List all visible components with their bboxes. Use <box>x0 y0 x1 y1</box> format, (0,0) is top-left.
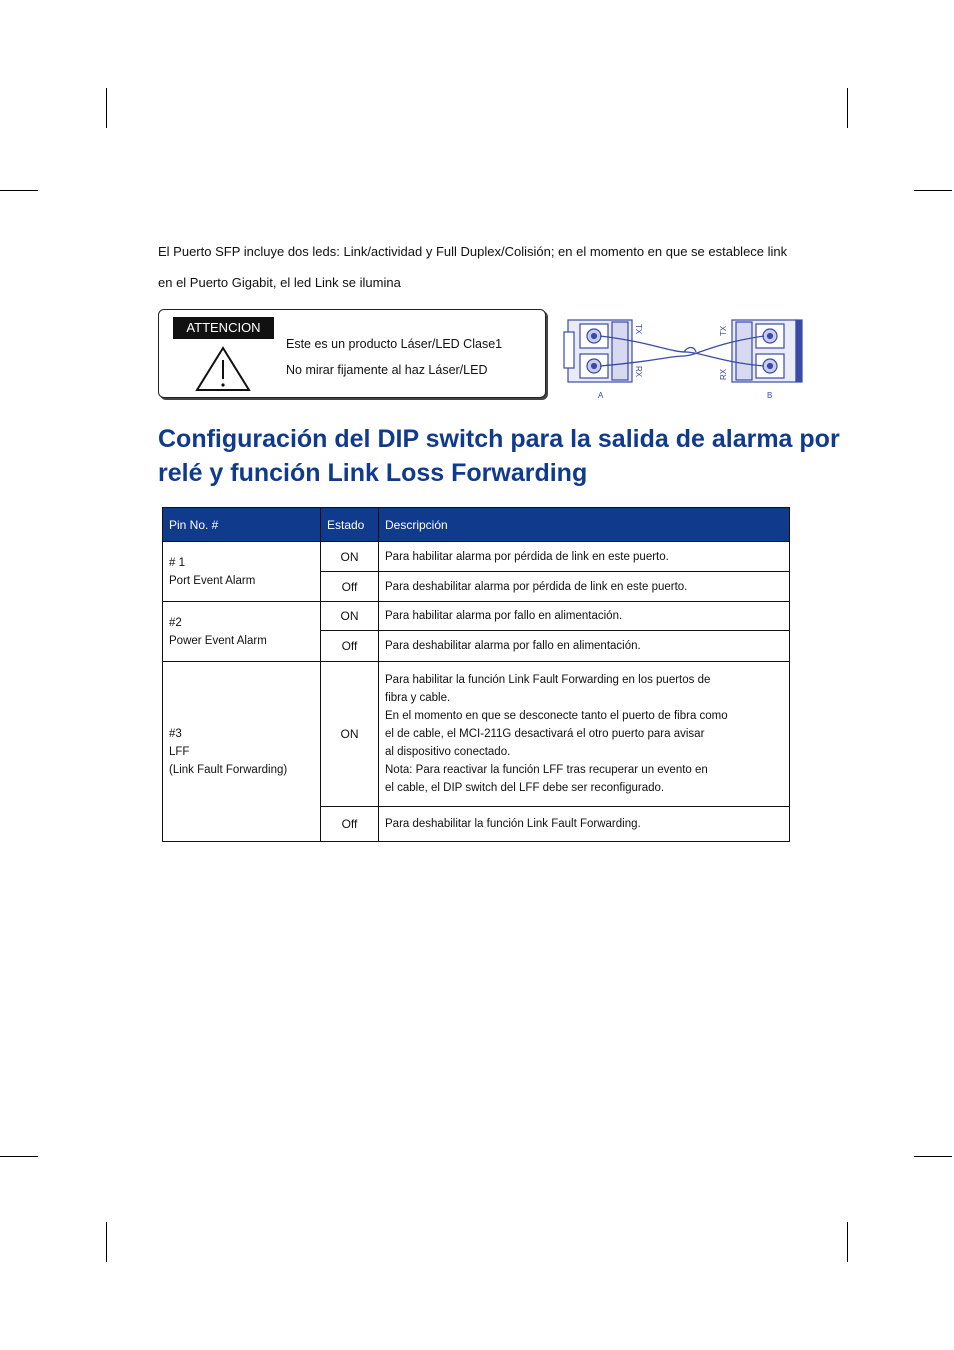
description-cell: Para habilitar alarma por pérdida de link en este puerto. <box>379 542 790 572</box>
table-header-row <box>163 508 790 542</box>
description-cell: Para habilitar alarma por fallo en alimentación. <box>379 602 790 631</box>
state-cell: Off <box>321 572 379 602</box>
laser-warning-box <box>158 309 546 398</box>
pin-cell-2: #2 Power Event Alarm <box>163 602 321 662</box>
description-cell: Para deshabilitar la función Link Fault Forwarding. <box>379 807 790 842</box>
port-label-b: B <box>767 391 773 400</box>
crop-mark <box>106 88 107 128</box>
crop-mark <box>914 1156 952 1157</box>
crop-mark <box>847 88 848 128</box>
rx-label-b: RX <box>719 368 728 380</box>
crop-mark <box>914 190 952 191</box>
warning-text-beam: No mirar fijamente al haz Láser/LED <box>286 363 488 377</box>
pin-cell-1: # 1 Port Event Alarm <box>163 542 321 602</box>
sfp-connection-diagram <box>560 312 810 404</box>
state-cell: ON <box>321 602 379 631</box>
sfp-module-a <box>564 320 632 382</box>
section-title: Configuración del DIP switch para la salida de alarma por relé y función Link Loss Forwarding <box>158 425 840 487</box>
description-cell: Para habilitar la función Link Fault Forwarding en los puertos de fibra y cable. En el momento en que se desconecte tanto el puerto de fibra como el de cable, el MCI-211G desactivará el otro puerto para avisar al dispositivo conectado. Nota: Para reactivar la función LFF tras recuperar un evento en el cable, el DIP switch del LFF debe ser reconfigurado. <box>379 662 790 807</box>
intro-paragraph: El Puerto SFP incluye dos leds: Link/actividad y Full Duplex/Colisión; en el momento en que se establece link en el Puerto Gigabit, el led Link se ilumina <box>158 244 788 290</box>
description-cell: Para deshabilitar alarma por fallo en alimentación. <box>379 631 790 662</box>
tx-label-b: TX <box>719 325 728 336</box>
header-pin: Pin No. # <box>163 508 321 542</box>
fiber-loop <box>684 348 696 353</box>
crop-mark <box>0 190 38 191</box>
tx-label-a: TX <box>634 324 643 335</box>
state-cell: ON <box>321 662 379 807</box>
warning-triangle-icon <box>195 346 251 392</box>
dip-switch-table <box>162 507 790 842</box>
warning-label: ATTENCION <box>173 317 274 339</box>
warning-text-class: Este es un producto Láser/LED Clase1 <box>286 337 503 351</box>
header-state: Estado <box>321 508 379 542</box>
sfp-module-b <box>732 320 802 382</box>
state-cell: Off <box>321 631 379 662</box>
rx-label-a: RX <box>634 366 643 378</box>
crop-mark <box>106 1222 107 1262</box>
table-row <box>163 662 790 807</box>
state-cell: Off <box>321 807 379 842</box>
header-description: Descripción <box>379 508 790 542</box>
description-cell: Para deshabilitar alarma por pérdida de link en este puerto. <box>379 572 790 602</box>
port-label-a: A <box>598 391 604 400</box>
crop-mark <box>0 1156 38 1157</box>
crop-mark <box>847 1222 848 1262</box>
pin-cell-3: #3 LFF (Link Fault Forwarding) <box>163 662 321 842</box>
state-cell: ON <box>321 542 379 572</box>
table-row <box>163 542 790 572</box>
table-row <box>163 602 790 631</box>
